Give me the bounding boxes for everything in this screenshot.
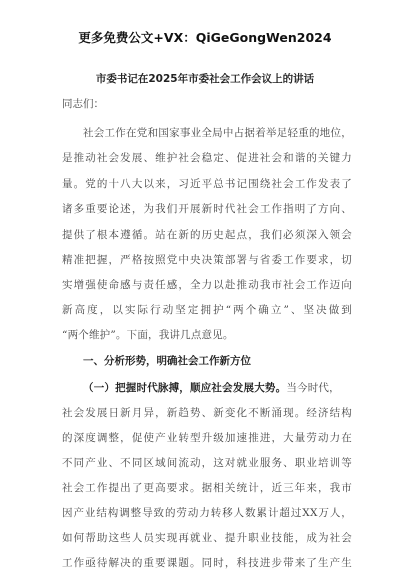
intro-line: 精准把握，严格按照党中央决策部署与省委工作要求，切: [62, 254, 352, 266]
intro-line: 实增强使命感与责任感，全力以赴推动我市社会工作迈向: [62, 279, 352, 291]
speech-title: 市委书记在2025年市委社会工作会议上的讲话: [95, 73, 315, 85]
intro-line: 新高度，以实际行动坚定拥护“两个确立”、坚决做到: [62, 304, 352, 316]
subsection-heading: （一）把握时代脉搏，顺应社会发展大势。: [83, 382, 287, 394]
intro-line: 是推动社会发展、维护社会稳定、促进社会和谐的关键力: [62, 152, 352, 164]
subsection-first-line-tail: 当今时代，: [286, 382, 340, 394]
subsection-line: 如何帮助这些人员实现再就业、提升职业技能，成为社会: [62, 532, 352, 544]
subsection-line: 工作亟待解决的重要课题。同时，科技进步带来了生产生: [62, 557, 352, 569]
subsection-line: 社会工作提出了更高要求。据相关统计，近三年来，我市: [62, 482, 352, 494]
intro-line: “两个维护”。下面，我讲几点意见。: [62, 329, 234, 341]
promo-header: 更多免费公文+VX：QiGeGongWen2024: [78, 30, 332, 45]
intro-line: 量。党的十八大以来，习近平总书记围绕社会工作发表了: [62, 178, 352, 190]
section-heading: 一、分析形势，明确社会工作新方位: [83, 355, 251, 367]
subsection-line: 不同产业、不同区域间流动，这对就业服务、职业培训等: [62, 457, 352, 469]
subsection-line: 社会发展日新月异，新趋势、新变化不断涌现。经济结构: [62, 407, 352, 419]
subsection-first-line: [83, 380, 352, 395]
intro-line: 诸多重要论述，为我们开展新时代社会工作指明了方向、: [62, 203, 352, 215]
intro-line: 社会工作在党和国家事业全局中占据着举足轻重的地位，: [83, 127, 352, 139]
intro-line: 提供了根本遵循。站在新的历史起点，我们必须深入领会: [62, 229, 352, 241]
subsection-line: 因产业结构调整导致的劳动力转移人数累计超过XX万人，: [62, 507, 352, 519]
salutation: 同志们：: [62, 98, 104, 110]
subsection-line: 的深度调整，促使产业转型升级加速推进，大量劳动力在: [62, 432, 352, 444]
